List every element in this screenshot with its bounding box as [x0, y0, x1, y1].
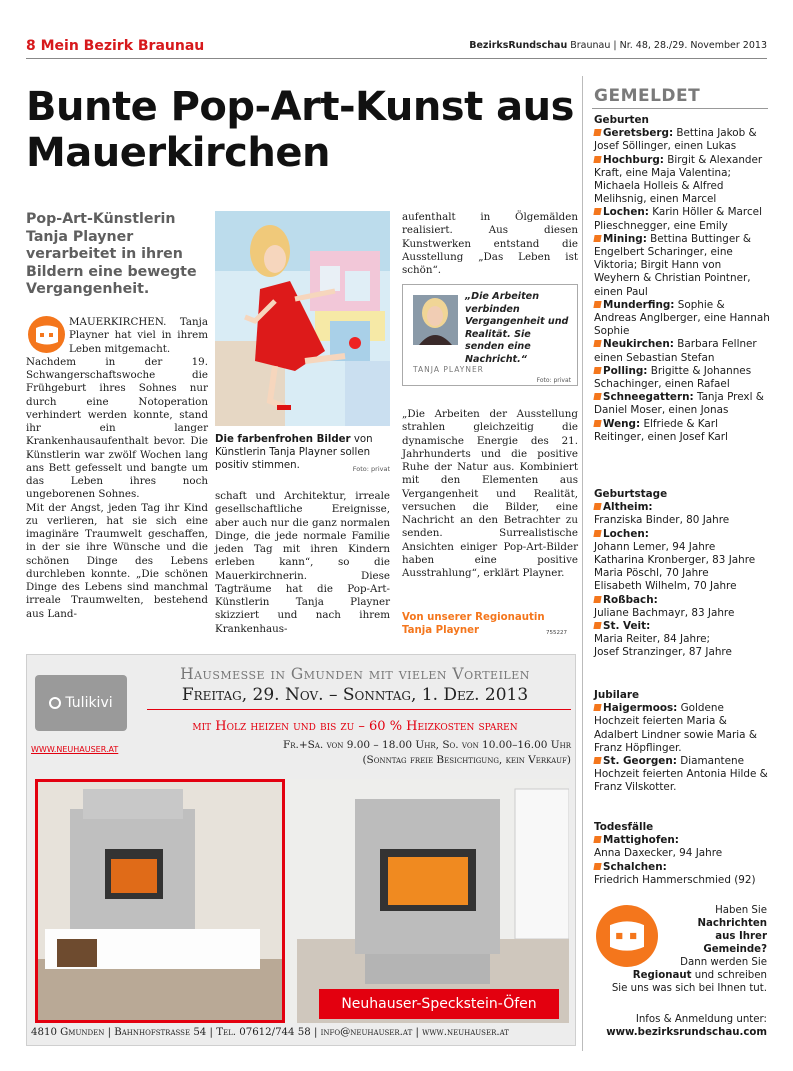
- tulikivi-mark-icon: [49, 697, 61, 709]
- geburt-entry: Neukirchen: Barbara Fellner einen Sebastian Stefan: [594, 338, 757, 364]
- issue-number: Braunau | Nr. 48, 28./29. November 2013: [567, 40, 767, 51]
- promo-line: Regionaut und schreiben: [632, 970, 767, 981]
- geburtstag-entry: Johann Lemer, 94 Jahre: [594, 540, 716, 553]
- byline-author: Tanja Playner: [402, 625, 480, 636]
- ad-banner: Neuhauser-Speckstein-Öfen: [319, 989, 559, 1019]
- promo-line: Sie uns was sich bei Ihnen tut.: [611, 983, 767, 994]
- geburtstag-location: Roßbach:: [594, 594, 770, 607]
- geburtstag-entry: Elisabeth Wilhelm, 70 Jahre: [594, 580, 737, 593]
- promo-line: Nachrichten: [697, 918, 767, 929]
- quote-box: [402, 284, 578, 386]
- geburt-entry: Geretsberg: Bettina Jakob & Josef Söllinger, einen Lukas: [594, 127, 757, 153]
- bullet-icon: [593, 503, 601, 510]
- website-link[interactable]: www.bezirksrundschau.com: [606, 1027, 767, 1038]
- geburt-entry: Weng: Elfriede & Karl Reitinger, einen Josef Karl: [594, 417, 728, 443]
- geburtstag-entry: Maria Reiter, 84 Jahre;: [594, 633, 711, 646]
- advertisement[interactable]: [26, 654, 576, 1046]
- bullet-icon: [593, 235, 601, 242]
- todesfaelle-heading: Todesfälle: [594, 821, 654, 833]
- signup-info: [606, 1013, 767, 1039]
- article-column-3-top: aufenthalt in Ölgemälden realisiert. Aus diesen Kunstwerken entstand die Ausstellung „Das Leben ist schön“.: [402, 211, 578, 276]
- bullet-icon: [593, 340, 601, 347]
- sidebar-divider: [582, 76, 583, 1051]
- ad-hours-note: (Sonntag freie Besichtigung, kein Verkauf): [362, 754, 571, 766]
- regionaut-promo: [597, 904, 767, 995]
- ad-dates: Freitag, 29. Nov. – Sonntag, 1. Dez. 2013: [181, 685, 529, 705]
- paper-name: BezirksRundschau: [469, 40, 568, 51]
- jubilare-section: [594, 689, 770, 795]
- quote-photo-credit: Foto: privat: [536, 377, 571, 384]
- article-column-2: schaft und Architektur, irreale gesellschaftliche Ereignisse, aber auch nur die ganz normalen Dinge, die jede normale Familie jeden Tag mit ihren Kindern erleben kann“, so die Mauerkirchnerin. Diese Tagträume hat die Pop-Art-Künstlerin Tanja Playner skizziert und nach ihrem Krankenhaus-: [215, 490, 390, 635]
- ad-red-rule: [147, 709, 571, 710]
- ad-footer: 4810 Gmunden | Bahnhofstrasse 54 | Tel. 07612/744 58 | info@neuhauser.at | www.neuhauser.at: [31, 1027, 509, 1038]
- todesfall-entry: Friedrich Hammerschmied (92): [594, 873, 756, 886]
- bullet-icon: [593, 596, 601, 603]
- todesfall-entry: Anna Daxecker, 94 Jahre: [594, 847, 723, 860]
- jubilare-heading: Jubilare: [594, 689, 640, 701]
- bullet-icon: [593, 530, 601, 537]
- todesfall-location: Schalchen:: [594, 861, 770, 874]
- bullet-icon: [593, 301, 601, 308]
- stove-photo-frame: [35, 779, 285, 1023]
- promo-line: Gemeinde?: [703, 944, 767, 955]
- ad-title: Hausmesse in Gmunden mit vielen Vorteilen: [180, 665, 530, 683]
- signup-label: Infos & Anmeldung unter:: [635, 1014, 767, 1025]
- geburt-entry: Mining: Bettina Buttinger & Engelbert Scharinger, eine Viktoria; Birgit Hann von Weyhern & Christian Pointner, einen Paul: [594, 232, 751, 298]
- article-code: 755227: [546, 630, 567, 636]
- sidebar-title-rule: [592, 108, 768, 109]
- geburtstag-location: St. Veit:: [594, 620, 770, 633]
- sidebar-title: GEMELDET: [594, 86, 701, 106]
- geburt-entry: Lochen: Karin Höller & Marcel Plieschnegger, eine Emily: [594, 206, 762, 232]
- bullet-icon: [593, 704, 601, 711]
- bullet-icon: [593, 420, 601, 427]
- article-column-3: „Die Arbeiten der Ausstellung strahlen gleichzeitig die dynamische Energie des 21. Jahrhunderts und die positive Ruhe der Natur aus. Kombiniert mit den Elementen aus Vergangenheit und Realität, versuchen die Bilder, eine Nachricht an den Betrachter zu senden. Surrealistische Ansichten einiger Pop-Art-Bilder haben eine positive Ausstrahlung“, erklärt Playner.: [402, 408, 578, 579]
- quote-attribution: TANJA PLAYNER: [413, 365, 484, 374]
- bullet-icon: [593, 757, 601, 764]
- bullet-icon: [593, 156, 601, 163]
- pull-quote: „Die Arbeiten verbinden Vergangenheit und Realität. Sie senden eine Nachricht.“: [465, 291, 569, 365]
- article-lead: Pop-Art-Künstlerin Tanja Playner verarbeitet in ihren Bildern eine bewegte Vergangenheit.: [26, 211, 197, 297]
- bullet-icon: [593, 863, 601, 870]
- geburt-entry: Hochburg: Birgit & Alexander Kraft, eine Maja Valentina; Michaela Holleis & Alfred Melihsnig, einen Marcel: [594, 153, 763, 206]
- section-title: 8 Mein Bezirk Braunau: [26, 38, 205, 54]
- byline-prefix: Von unserer Regionautin: [402, 612, 545, 623]
- geburt-entry: Polling: Brigitte & Johannes Schachinger, einen Rafael: [594, 364, 752, 391]
- promo-line: aus Ihrer: [715, 931, 767, 942]
- geburtstage-heading: Geburtstage: [594, 488, 668, 500]
- portrait-photo: [413, 295, 458, 345]
- geburt-entry: Schneegattern: Tanja Prexl & Daniel Moser, einen Jonas: [594, 391, 764, 417]
- photo-credit: Foto: privat: [352, 465, 390, 473]
- byline: [402, 611, 545, 637]
- caption-text: von Künstlerin Tanja Playner sollen positiv stimmen.: [215, 434, 373, 471]
- bullet-icon: [593, 836, 601, 843]
- stove-photos: [35, 779, 569, 1023]
- geburten-section: [594, 114, 770, 444]
- geburtstag-entry: Juliane Bachmayr, 83 Jahre: [594, 606, 735, 619]
- todesfaelle-section: [594, 821, 770, 887]
- ad-brand: Tulikivi: [65, 695, 113, 711]
- article-column-1: [26, 316, 208, 644]
- geburtstag-location: Lochen:: [594, 528, 770, 541]
- geburt-entry: Munderfing: Sophie & Andreas Anglberger, eine Hannah Sophie: [594, 298, 770, 338]
- tulikivi-logo: [35, 675, 127, 731]
- geburtstage-section: [594, 488, 770, 660]
- header-rule: [26, 58, 767, 59]
- geburtstag-entry: Maria Pöschl, 70 Jahre: [594, 567, 709, 580]
- jubilar-entry: St. Georgen: Diamantene Hochzeit feierten Antonia Hilde & Franz Vilskotter.: [594, 755, 768, 794]
- ad-offer: mit Holz heizen und bis zu – 60 % Heizkosten sparen: [192, 719, 518, 734]
- bullet-icon: [593, 208, 601, 215]
- promo-line: Dann werden Sie: [680, 957, 767, 968]
- ad-website-link[interactable]: WWW.NEUHAUSER.AT: [31, 745, 119, 754]
- bullet-icon: [593, 129, 601, 136]
- body-paragraph: Mit der Angst, jeden Tag ihr Kind zu verlieren, hat sie sich eine imaginäre Traumwelt geschaffen, in der sie ihre Wünsche und die schönen Dinge des Lebens durchleben konnte. „Die schönen Dinge des Lebens sind manchmal irreale Traumwelten, bestehend aus Land-: [26, 501, 208, 620]
- artwork-photo: [215, 211, 390, 426]
- geburtstag-location: Altheim:: [594, 501, 770, 514]
- geburtstag-entry: Franziska Binder, 80 Jahre: [594, 514, 730, 527]
- todesfall-location: Mattighofen:: [594, 834, 770, 847]
- bullet-icon: [593, 393, 601, 400]
- article-headline: Bunte Pop-Art-Kunst aus Mauerkirchen: [26, 84, 574, 176]
- geburtstag-entry: Josef Stranzinger, 87 Jahre: [594, 646, 732, 659]
- promo-line: Haben Sie: [715, 905, 767, 916]
- ad-hours: Fr.+Sa. von 9.00 – 18.00 Uhr, So. von 10.00–16.00 Uhr: [282, 739, 571, 751]
- jubilar-entry: Haigermoos: Goldene Hochzeit feierten Maria & Adalbert Lindner sowie Maria & Franz Höpflinger.: [594, 702, 757, 754]
- geburtstag-entry: Katharina Kronberger, 83 Jahre: [594, 554, 756, 567]
- body-paragraph: Nachdem in der 19. Schwangerschaftswoche die Frühgeburt ihres Sohnes nur durch eine Notoperation verhindert werden konnte, stand ihr ein langer Krankenhausaufenthalt bevor. Die Künstlerin war zwölf Wochen lang ans Bett gefesselt und bangte um das Leben ihres noch ungeborenen Sohnes.: [26, 355, 208, 501]
- photo-caption: [215, 433, 390, 476]
- caption-lead: Die farbenfrohen Bilder: [215, 434, 351, 445]
- geburten-heading: Geburten: [594, 114, 649, 126]
- issue-info: [469, 40, 767, 51]
- bullet-icon: [593, 367, 601, 374]
- dateline-paragraph: MAUERKIRCHEN. Tanja Playner hat viel in ihrem Leben mitgemacht.: [69, 316, 208, 355]
- bullet-icon: [593, 622, 601, 629]
